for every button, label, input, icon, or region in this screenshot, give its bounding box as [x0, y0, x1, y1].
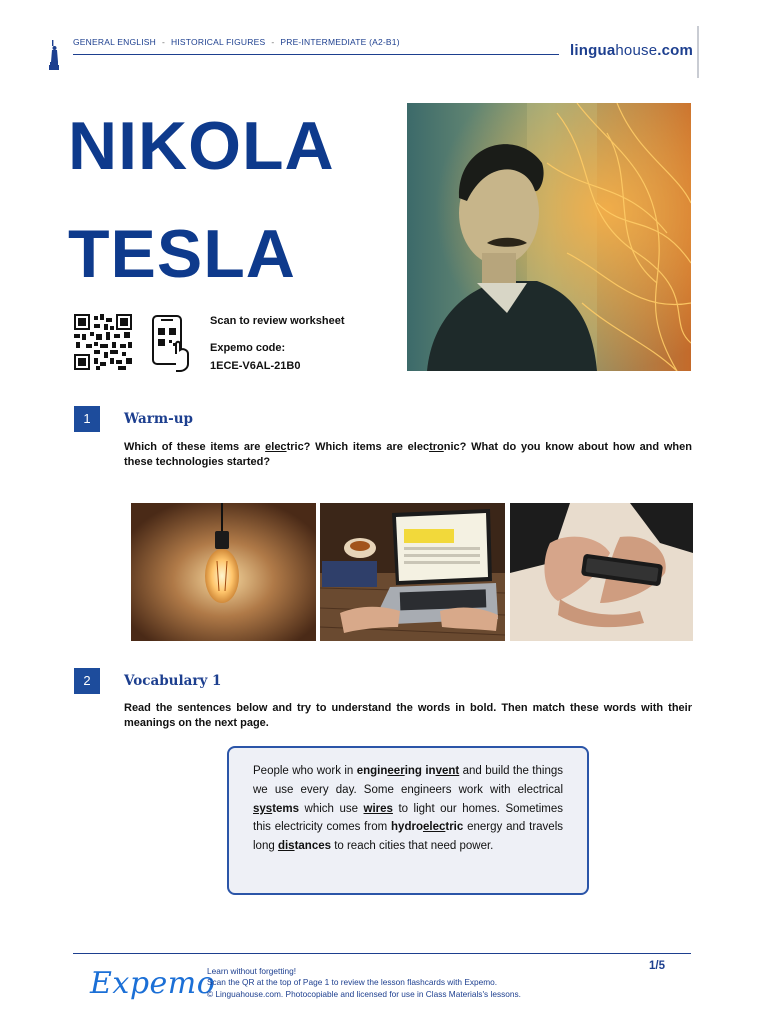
section-2-number: 2: [74, 668, 100, 694]
smartphone-image: [510, 503, 693, 641]
footer-copyright: © Linguahouse.com. Photocopiable and licensed for use in Class Materials's lessons.: [207, 988, 521, 999]
section-1-number: 1: [74, 406, 100, 432]
section-1-title: Warm-up: [124, 411, 193, 427]
page-number: 1/5: [649, 960, 665, 972]
breadcrumb-grade[interactable]: PRE-INTERMEDIATE (A2-B1): [280, 37, 400, 47]
word-hydroelectric: hydroelectric: [391, 821, 464, 834]
page-title: [68, 92, 335, 308]
portrait-illustration: [407, 103, 691, 371]
word-engineering: engineering: [356, 765, 422, 777]
expemo-code-label: Expemo code:: [210, 342, 286, 354]
word-wires: wires: [363, 802, 393, 815]
section-1-instructions: Which of these items are electric? Which items are electronic? What do you know about how and when these technologies started?: [124, 441, 692, 468]
scan-label: Scan to review worksheet: [210, 315, 345, 327]
word-invent: invent: [425, 765, 460, 777]
title-line-1: NIKOLA: [68, 108, 335, 184]
footer-rule: [73, 953, 691, 954]
breadcrumb-level[interactable]: GENERAL ENGLISH: [73, 37, 156, 47]
vocabulary-text-box: People who work in engineering invent and build the things we use every day. Some engineers work with electrical systems which use wires to light our homes. Sometimes this electricity comes from hydroelectric energy and travels long distances to reach cities that need power.: [227, 746, 589, 895]
scan-info: [210, 312, 345, 375]
title-line-2: TESLA: [68, 216, 296, 292]
expemo-logo[interactable]: Expemo: [90, 966, 216, 1001]
phone-scan-icon: [150, 314, 192, 372]
footer-text: [207, 966, 521, 1000]
lightbulb-image: [131, 503, 316, 641]
section-2-title: Vocabulary 1: [124, 673, 222, 689]
page-header: [0, 0, 768, 80]
breadcrumb: GENERAL ENGLISH - HISTORICAL FIGURES - PRE-INTERMEDIATE (A2-B1): [73, 37, 400, 47]
laptop-image: [320, 503, 505, 641]
section-2-instructions: Read the sentences below and try to understand the words in bold. Then match these words with their meanings on the next page.: [124, 702, 692, 729]
expemo-code[interactable]: 1ECE-V6AL-21B0: [210, 360, 301, 372]
header-rule: [73, 54, 559, 55]
qr-code-icon[interactable]: [74, 314, 132, 370]
statue-of-liberty-icon: [47, 40, 61, 70]
footer-instructions: Scan the QR at the top of Page 1 to review the lesson flashcards with Expemo.: [207, 977, 498, 988]
header-divider: [697, 26, 699, 78]
breadcrumb-topic[interactable]: HISTORICAL FIGURES: [171, 37, 266, 47]
footer-tagline: Learn without forgetting!: [207, 966, 297, 976]
word-distances: distances: [277, 840, 331, 853]
word-systems: systems: [253, 802, 300, 815]
tesla-portrait-image: [407, 103, 691, 371]
brand-logo[interactable]: linguahouse.com: [570, 42, 694, 59]
